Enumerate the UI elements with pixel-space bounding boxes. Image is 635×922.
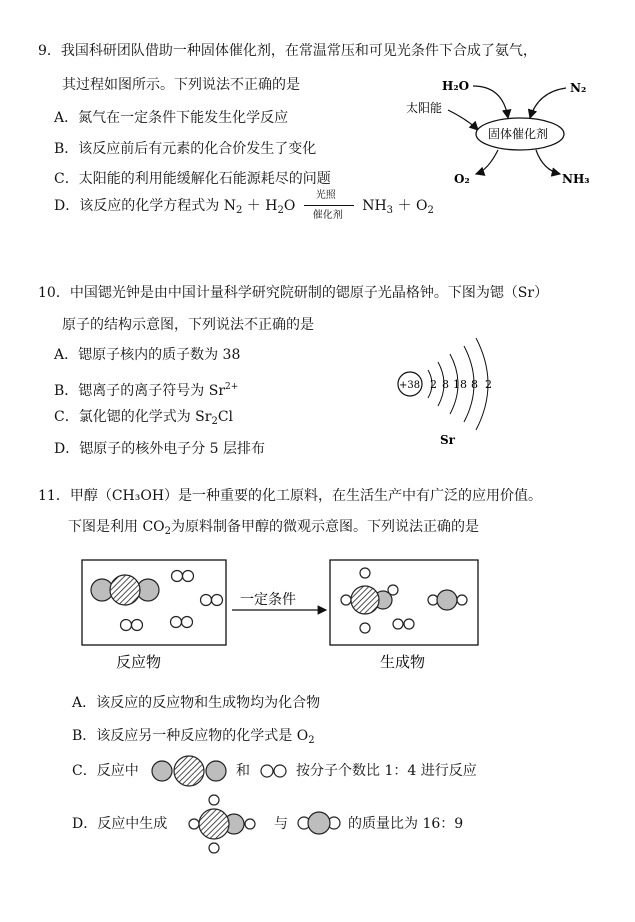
q11-option-d-prefix: D．反应中生成 (72, 816, 168, 832)
q10-shell-3-electrons: 18 (453, 378, 467, 391)
q9-eq-plus2: ＋ (397, 198, 412, 214)
q9-eq-o2: $O_2$ (415, 198, 434, 216)
q9-arrow-n2 (530, 88, 566, 118)
q9-label-solar: 太阳能 (406, 101, 443, 115)
q11-stem-line2: 下图是利用 $CO_2$为原料制备甲醇的微观示意图。下列说法正确的是 (68, 519, 480, 537)
q9-label-h2o: H₂O (442, 79, 470, 93)
q9-label-n2: N₂ (570, 81, 587, 95)
q11-option-b: B．该反应另一种反应物的化学式是 $O_2$ (72, 728, 315, 746)
q11-reactant-co2 (91, 575, 159, 605)
q10-option-b: B．锶离子的离子符号为 $Sr^{2+}$ (54, 382, 239, 399)
q9-stem-line2: 其过程如图所示。下列说法不正确的是 (62, 77, 300, 93)
q9-eq-plus: ＋ (246, 198, 261, 214)
q9-option-d (54, 190, 434, 221)
q10-atom-structure (392, 336, 522, 446)
q10-shell-5-electrons: 2 (485, 378, 492, 391)
q9-eq-nh3: $NH_3$ (362, 198, 394, 216)
q9-option-a: A．氮气在一定条件下能发生化学反应 (54, 110, 289, 126)
q10-stem-line2: 原子的结构示意图，下列说法不正确的是 (62, 317, 314, 333)
q9-eq-condition-line (304, 205, 354, 206)
q9-stem-line1: 9．我国科研团队借助一种固体催化剂，在常温常压和可见光条件下合成了氨气， (38, 43, 537, 59)
q10-stem-line1: 10．中国锶光钟是由中国计量科学研究院研制的锶原子光晶格钟。下图为锶（Sr） (38, 285, 549, 301)
q11-option-c-prefix: C．反应中 (72, 763, 139, 779)
q9-eq-n2: $N_2$ (223, 198, 243, 216)
q9-label-nh3: NH₃ (562, 172, 590, 186)
q10-shell-1-electrons: 2 (430, 378, 437, 391)
q9-arrow-solar (448, 110, 478, 130)
q11-option-c-suffix: 按分子个数比 1：4 进行反应 (296, 763, 477, 779)
q11-arrow-label: 一定条件 (240, 592, 296, 608)
q10-option-c: C．氯化锶的化学式为 $Sr_2Cl$ (54, 409, 234, 427)
q9-eq-h2o: $H_2O$ (265, 198, 296, 216)
q11-reaction-diagram (80, 558, 500, 674)
q9-arrow-nh3 (536, 150, 560, 174)
q9-option-c: C．太阳能的利用能缓解化石能源耗尽的问题 (54, 171, 331, 187)
q9-arrow-o2 (476, 150, 498, 174)
q10-nucleus-label: +38 (399, 380, 421, 391)
q10-shell-2-electrons: 8 (442, 378, 449, 391)
q11-option-c-co2-molecule (150, 754, 228, 788)
q9-option-d-prefix: D．该反应的化学方程式为 (54, 198, 220, 214)
q9-eq-condition-bottom: 催化剂 (312, 210, 343, 221)
q10-shell-4-electrons: 8 (471, 378, 478, 391)
q11-option-d-ch3oh-molecule (186, 794, 266, 854)
q11-option-d-mid: 与 (274, 816, 288, 832)
q9-eq-condition-top: 光照 (315, 190, 336, 201)
q9-option-b: B．该反应前后有元素的化合价发生了变化 (54, 141, 317, 157)
q11-stem-line1: 11．甲醇（CH₃OH）是一种重要的化工原料，在生活生产中有广泛的应用价值。 (38, 488, 543, 504)
q11-option-c-mid: 和 (236, 763, 250, 779)
q11-option-c-h2-molecule (258, 762, 292, 780)
q11-option-d-suffix: 的质量比为 16：9 (348, 816, 464, 832)
q11-product-label: 生成物 (380, 653, 426, 671)
q11-reactant-label: 反应物 (116, 653, 162, 671)
q11-option-d-h2o-molecule (296, 810, 342, 836)
q9-label-catalyst: 固体催化剂 (488, 127, 549, 141)
q9-catalyst-diagram (398, 70, 598, 195)
q9-label-o2: O₂ (454, 172, 470, 186)
q10-atom-symbol: Sr (440, 433, 455, 446)
q9-eq-condition (304, 190, 354, 221)
q9-arrow-h2o (473, 86, 508, 118)
q10-option-a: A．锶原子核内的质子数为 38 (54, 347, 241, 363)
q11-option-a: A．该反应的反应物和生成物均为化合物 (72, 695, 321, 711)
q10-option-d: D．锶原子的核外电子分 5 层排布 (54, 441, 266, 457)
